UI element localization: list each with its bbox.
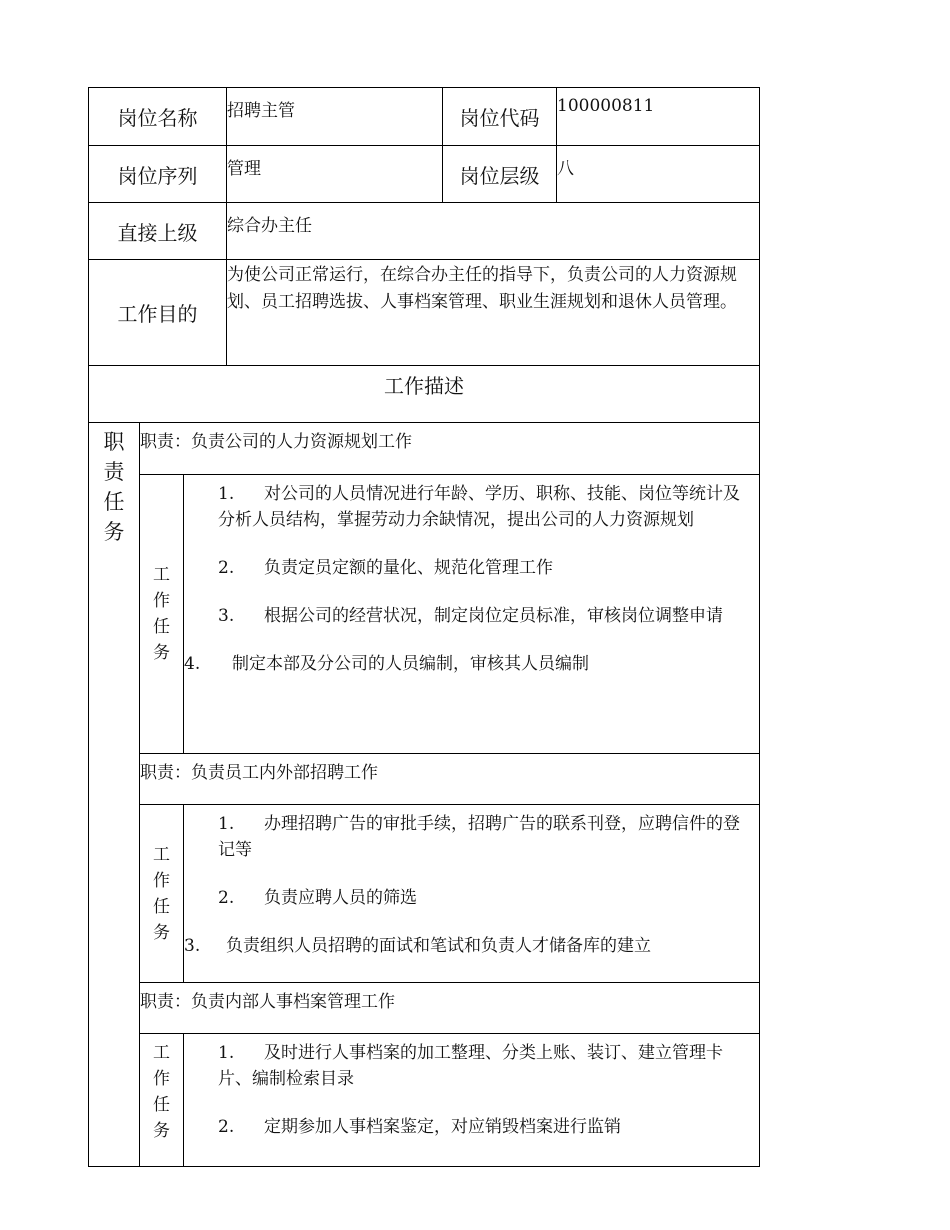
duties-content [140, 423, 759, 1166]
task-item: 1. 办理招聘广告的审批手续，招聘广告的联系刊登，应聘信件的登记等 [218, 814, 740, 860]
task-item: 1. 对公司的人员情况进行年龄、学历、职称、技能、岗位等统计及分析人员结构，掌握劳动力余缺情况，提出公司的人力资源规划 [218, 484, 740, 530]
task-item: 2. 定期参加人事档案鉴定，对应销毁档案进行监销 [218, 1117, 621, 1137]
post-code-value: 100000811 [557, 96, 655, 116]
task-block [140, 475, 759, 753]
duties-label-char: 务 [103, 520, 125, 544]
supervisor-label: 直接上级 [89, 203, 227, 259]
job-description-table [88, 87, 760, 1167]
duties-vertical-label [89, 423, 140, 1166]
task-vertical-label: 工 作 任 务 [140, 475, 184, 753]
section-title: 工作描述 [88, 365, 760, 422]
task-block [140, 805, 759, 982]
post-series-value: 管理 [227, 146, 443, 202]
task-list [184, 475, 759, 753]
row-post-name [88, 87, 760, 145]
task-list [184, 1034, 759, 1166]
post-name-label: 岗位名称 [89, 88, 227, 145]
post-level-label: 岗位层级 [443, 146, 557, 202]
duties-label-char: 责 [103, 460, 125, 484]
task-item: 3. 根据公司的经营状况，制定岗位定员标准，审核岗位调整申请 [218, 606, 723, 626]
duties-label-char: 职 [103, 430, 125, 454]
task-vertical-label: 工 作 任 务 [140, 1034, 184, 1166]
task-item: 2. 负责应聘人员的筛选 [218, 888, 417, 908]
purpose-value: 为使公司正常运行，在综合办主任的指导下，负责公司的人力资源规划、员工招聘选拔、人事档案管理、职业生涯规划和退休人员管理。 [227, 265, 737, 312]
purpose-label: 工作目的 [89, 260, 227, 365]
duties-label-char: 任 [103, 490, 125, 514]
task-list [184, 805, 759, 982]
post-code-label: 岗位代码 [443, 88, 557, 145]
supervisor-value: 综合办主任 [227, 216, 312, 236]
task-item: 4. 制定本部及分公司的人员编制，审核其人员编制 [184, 654, 589, 674]
task-vertical-label: 工 作 任 务 [140, 805, 184, 982]
row-purpose [88, 259, 760, 365]
row-supervisor [88, 202, 760, 259]
responsibility-title: 职责：负责内部人事档案管理工作 [140, 982, 759, 1034]
post-series-label: 岗位序列 [89, 146, 227, 202]
task-block [140, 1034, 759, 1166]
task-item: 1. 及时进行人事档案的加工整理、分类上账、装订、建立管理卡片、编制检索目录 [218, 1043, 723, 1089]
responsibility-title: 职责：负责公司的人力资源规划工作 [140, 423, 759, 475]
responsibility-title: 职责：负责员工内外部招聘工作 [140, 753, 759, 805]
duties-section [88, 422, 760, 1167]
task-item: 3. 负责组织人员招聘的面试和笔试和负责人才储备库的建立 [184, 936, 651, 956]
post-level-value: 八 [557, 159, 574, 179]
row-post-series [88, 145, 760, 202]
task-item: 2. 负责定员定额的量化、规范化管理工作 [218, 558, 553, 578]
post-name-value: 招聘主管 [227, 88, 443, 145]
